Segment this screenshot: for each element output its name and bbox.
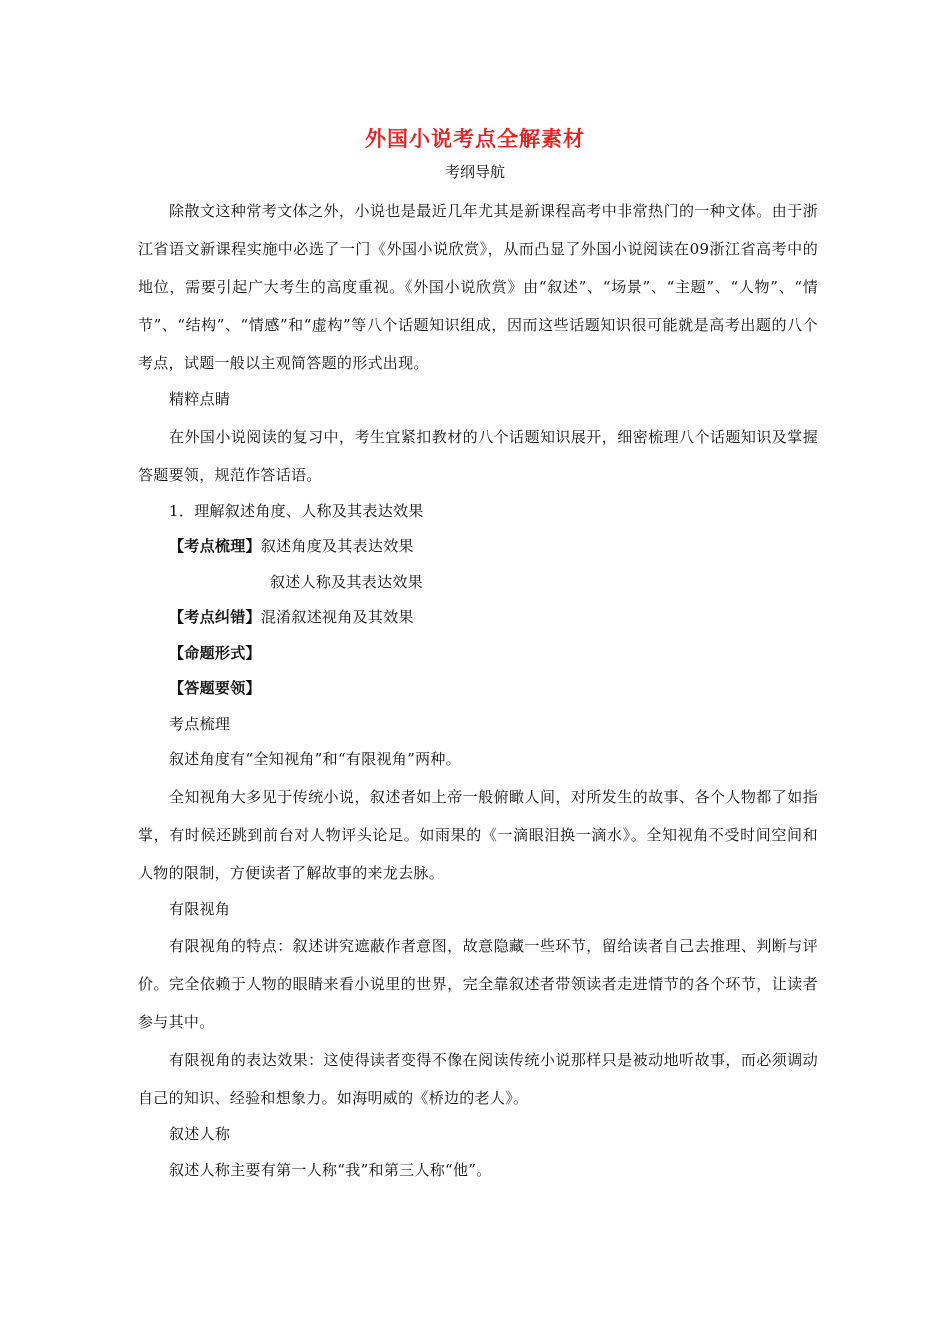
kaodian-shuli-text-2: 叙述人称及其表达效果 xyxy=(270,572,424,591)
dati-yaoling-label: 【答题要领】 xyxy=(169,679,261,697)
kaodian-jiucuo-label: 【考点纠错】 xyxy=(169,608,261,626)
kaodian-shuli-line xyxy=(138,529,818,565)
review-paragraph: 在外国小说阅读的复习中，考生宜紧扣教材的八个话题知识展开，细密梳理八个话题知识及掌握答题要领，规范作答话语。 xyxy=(138,427,818,484)
section-heading-highlights: 精粹点睛 xyxy=(169,390,231,408)
section-heading-limited: 有限视角 xyxy=(169,899,231,918)
mingti-xingshi-label: 【命题形式】 xyxy=(169,643,261,662)
intro-paragraph: 除散文这种常考文体之外，小说也是最近几年尤其是新课程高考中非常热门的一种文体。由于浙江省语文新课程实施中必选了一门《外国小说欣赏》，从而凸显了外国小说阅读在09浙江省高考中的地位，需要引起广大考生的高度重视。《外国小说欣赏》由“叙述”、“场景”、“主题”、“人物”、“情节”、“结构”、“情感”和“虚构”等八个话题知识组成，因而这些话题知识很可能就是高考出题的八个考点，试题一般以主观简答题的形式出现。 xyxy=(138,202,818,372)
section-heading-person: 叙述人称 xyxy=(169,1125,231,1143)
document-body xyxy=(138,192,818,1188)
narrative-angle-paragraph: 叙述角度有“全知视角”和“有限视角”两种。 xyxy=(169,750,461,768)
limited-features-paragraph: 有限视角的特点：叙述讲究遮蔽作者意图，故意隐藏一些环节，留给读者自己去推理、判断与评价。完全依赖于人物的眼睛来看小说里的世界，完全靠叙述者带领读者走进情节的各个环节，让读者参与其中。 xyxy=(138,937,818,1031)
item-heading-1: 1．理解叙述角度、人称及其表达效果 xyxy=(169,501,424,520)
document-subtitle: 考纲导航 xyxy=(444,163,505,181)
section-heading-kaodian: 考点梳理 xyxy=(169,714,231,733)
kaodian-shuli-label: 【考点梳理】 xyxy=(169,537,261,555)
kaodian-shuli-text-1: 叙述角度及其表达效果 xyxy=(260,537,414,555)
kaodian-jiucuo-text: 混淆叙述视角及其效果 xyxy=(260,608,414,626)
omniscient-paragraph: 全知视角大多见于传统小说，叙述者如上帝一般俯瞰人间，对所发生的故事、各个人物都了如指掌，有时候还跳到前台对人物评头论足。如雨果的《一滴眼泪换一滴水》。全知视角不受时间空间和人物的限制，方便读者了解故事的来龙去脉。 xyxy=(138,787,818,882)
kaodian-jiucuo-line xyxy=(138,600,818,636)
document-title: 外国小说考点全解素材 xyxy=(365,126,585,151)
narrative-person-paragraph: 叙述人称主要有第一人称“我”和第三人称“他”。 xyxy=(169,1160,492,1179)
limited-effect-paragraph: 有限视角的表达效果：这使得读者变得不像在阅读传统小说那样只是被动地听故事，而必须调动自己的知识、经验和想象力。如海明威的《桥边的老人》。 xyxy=(138,1051,818,1107)
